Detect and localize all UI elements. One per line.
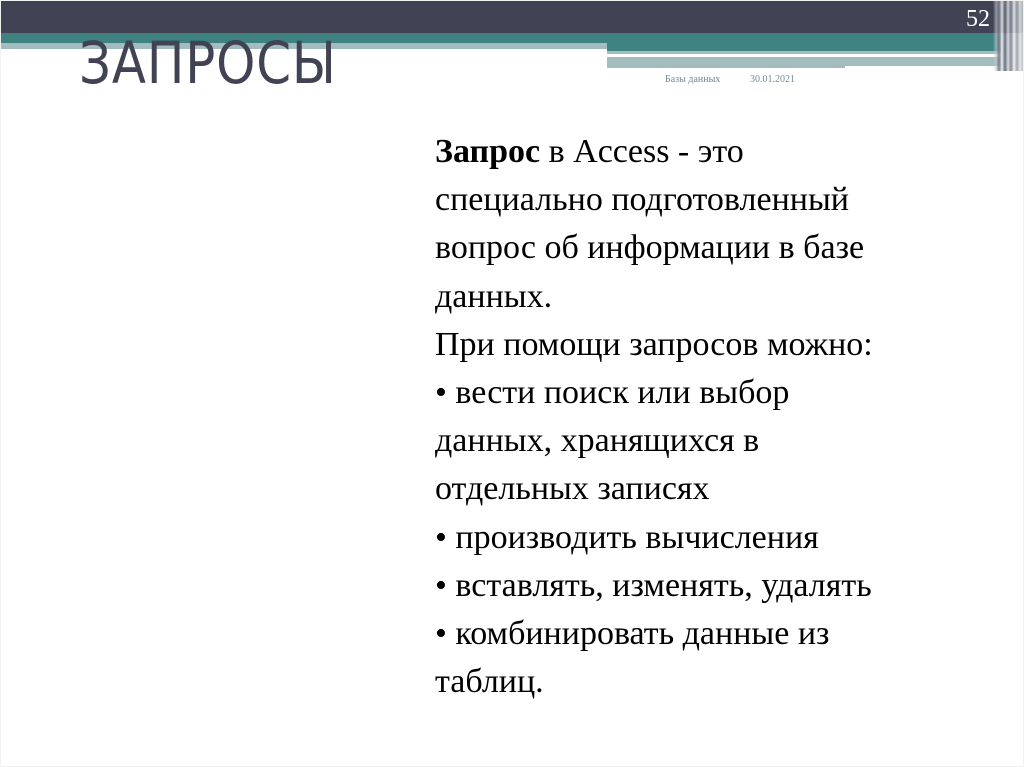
header-band-right-light-lower <box>607 66 845 68</box>
bullet-3: • вставлять, изменять, удалять <box>435 566 872 604</box>
definition-line-2: специально подготовленный <box>435 181 849 219</box>
header-band-right-light-thick <box>607 57 1001 66</box>
bullet-2: • производить вычисления <box>435 518 819 556</box>
footer-date: 30.01.2021 <box>750 74 795 85</box>
edge-decoration-stripes <box>993 1 1023 71</box>
definition-line-3: вопрос об информации в базе <box>435 229 865 267</box>
bullet-1-line-2: данных, хранящихся в <box>435 422 760 460</box>
definition-term: Запрос <box>435 133 541 170</box>
definition-line-1 <box>435 128 995 176</box>
bullet-1-line-1: • вести поиск или выбор <box>435 374 790 412</box>
bullet-4-line-2: таблиц. <box>435 663 544 701</box>
bullet-1-line-3: отдельных записях <box>435 470 710 508</box>
slide-body <box>435 128 995 706</box>
page-number: 52 <box>966 6 990 32</box>
slide-title: ЗАПРОСЫ <box>79 29 337 97</box>
definition-line-4: данных. <box>435 277 553 315</box>
intro-line: При помощи запросов можно: <box>435 325 873 363</box>
footer-subject: Базы данных <box>665 74 721 85</box>
header-band-teal-right <box>607 43 1001 51</box>
bullet-4-line-1: • комбинировать данные из <box>435 615 830 653</box>
definition-rest: в Access - это <box>540 133 744 170</box>
